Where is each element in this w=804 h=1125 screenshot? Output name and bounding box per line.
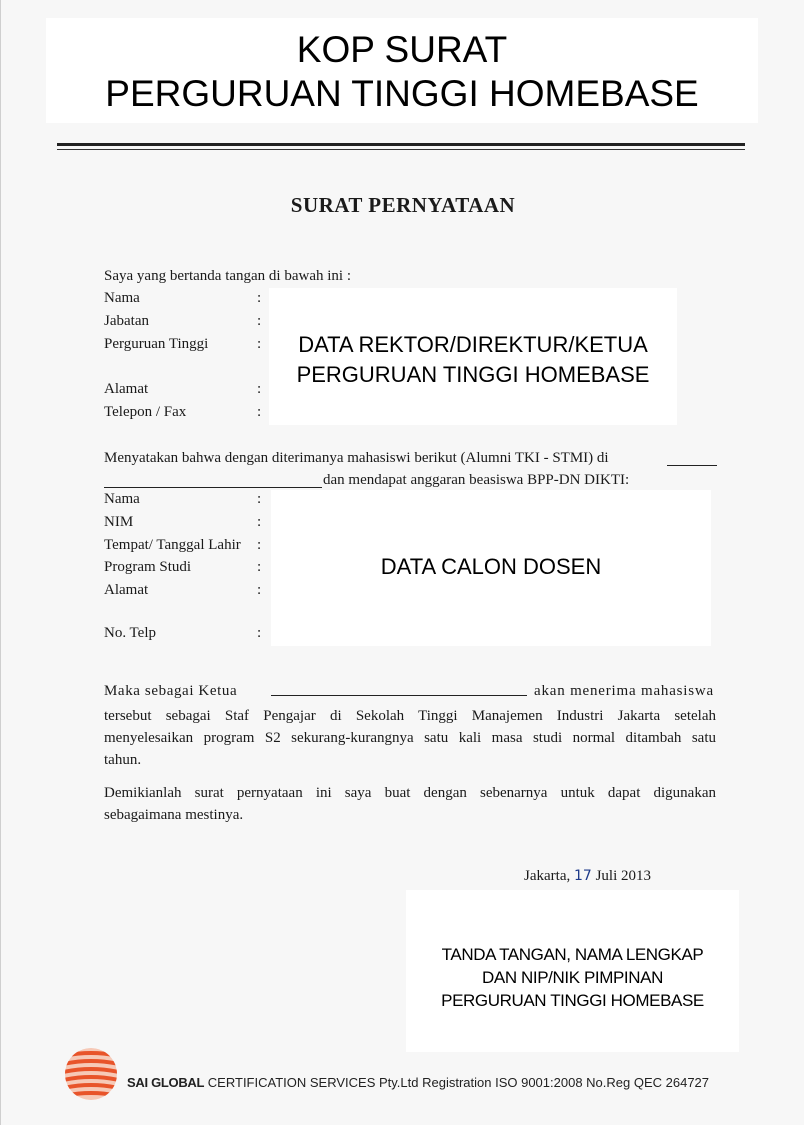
field-label-perguruan-tinggi: Perguruan Tinggi bbox=[104, 336, 209, 352]
colon: : bbox=[257, 625, 262, 641]
paragraph-2 bbox=[104, 782, 716, 826]
field-label-nama: Nama bbox=[104, 290, 140, 306]
footer-brand: SAI GLOBAL bbox=[127, 1075, 205, 1090]
header-rule-thick bbox=[57, 143, 745, 146]
header-rule-thin bbox=[57, 149, 745, 150]
date-day: 17 bbox=[573, 868, 592, 884]
para2-line-2: sebagaimana mestinya. bbox=[104, 807, 244, 823]
para2-line-1: Demikianlah surat pernyataan ini saya buat dengan sebenarnya untuk dapat digunakan bbox=[104, 785, 716, 801]
colon: : bbox=[257, 381, 262, 397]
field-label-nim: NIM bbox=[104, 514, 134, 530]
signature-line-3: PERGURUAN TINGGI HOMEBASE bbox=[441, 991, 704, 1010]
colon: : bbox=[257, 537, 262, 553]
statement-line-2: dan mendapat anggaran beasiswa BPP-DN DIKTI: bbox=[323, 472, 630, 488]
letterhead-line-2: PERGURUAN TINGGI HOMEBASE bbox=[105, 73, 699, 114]
blank-line bbox=[104, 487, 322, 488]
colon: : bbox=[257, 559, 262, 575]
paragraph-1 bbox=[104, 705, 716, 771]
colon: : bbox=[257, 491, 262, 507]
field-label-telepon: Telepon / Fax bbox=[104, 404, 187, 420]
signature-placeholder bbox=[406, 890, 739, 1052]
field-label-alamat: Alamat bbox=[104, 582, 149, 598]
colon: : bbox=[257, 290, 262, 306]
field-label-telp: No. Telp bbox=[104, 625, 157, 641]
para1-line-3: menyelesaikan program S2 sekurang-kurangnya satu kali masa studi normal ditambah satu bbox=[104, 730, 716, 746]
footer-text: CERTIFICATION SERVICES Pty.Ltd Registration ISO 9001:2008 No.Reg QEC 264727 bbox=[207, 1075, 710, 1090]
student-data-placeholder bbox=[271, 490, 711, 646]
para1-line-4: tahun. bbox=[104, 752, 142, 768]
letterhead-line-1: KOP SURAT bbox=[296, 29, 508, 70]
field-label-alamat: Alamat bbox=[104, 381, 149, 397]
sai-global-logo-icon bbox=[63, 1046, 119, 1102]
colon: : bbox=[257, 313, 262, 329]
para1-end: akan menerima mahasiswa bbox=[534, 683, 715, 699]
document-title: SURAT PERNYATAAN bbox=[290, 193, 516, 217]
signature-line-2: DAN NIP/NIK PIMPINAN bbox=[482, 968, 663, 987]
field-label-jabatan: Jabatan bbox=[104, 313, 149, 329]
colon: : bbox=[257, 582, 262, 598]
field-label-nama: Nama bbox=[104, 491, 140, 507]
colon: : bbox=[257, 336, 262, 352]
student-box-label: DATA CALON DOSEN bbox=[380, 554, 602, 579]
date-city: Jakarta, bbox=[524, 868, 571, 884]
letterhead-placeholder bbox=[46, 18, 758, 123]
colon: : bbox=[257, 404, 262, 420]
blank-ketua-line bbox=[271, 695, 527, 696]
date-month-year: Juli 2013 bbox=[595, 868, 651, 884]
field-label-ttl: Tempat/ Tanggal Lahir bbox=[104, 537, 241, 553]
intro-text: Saya yang bertanda tangan di bawah ini : bbox=[104, 268, 352, 284]
certification-footer bbox=[127, 1075, 709, 1090]
para1-start: Maka sebagai Ketua bbox=[104, 683, 238, 699]
blank-institution-line bbox=[667, 465, 717, 466]
rektor-box-line-2: PERGURUAN TINGGI HOMEBASE bbox=[296, 362, 650, 387]
field-label-program-studi: Program Studi bbox=[104, 559, 192, 575]
date-line bbox=[524, 868, 651, 885]
signature-line-1: TANDA TANGAN, NAMA LENGKAP bbox=[441, 945, 704, 964]
rektor-box-line-1: DATA REKTOR/DIREKTUR/KETUA bbox=[298, 332, 648, 357]
rektor-data-placeholder bbox=[269, 288, 677, 425]
statement-line-1: Menyatakan bahwa dengan diterimanya mahasiswi berikut (Alumni TKI - STMI) di bbox=[104, 450, 609, 466]
para1-line-2: tersebut sebagai Staf Pengajar di Sekolah Tinggi Manajemen Industri Jakarta setelah bbox=[104, 708, 716, 724]
colon: : bbox=[257, 514, 262, 530]
